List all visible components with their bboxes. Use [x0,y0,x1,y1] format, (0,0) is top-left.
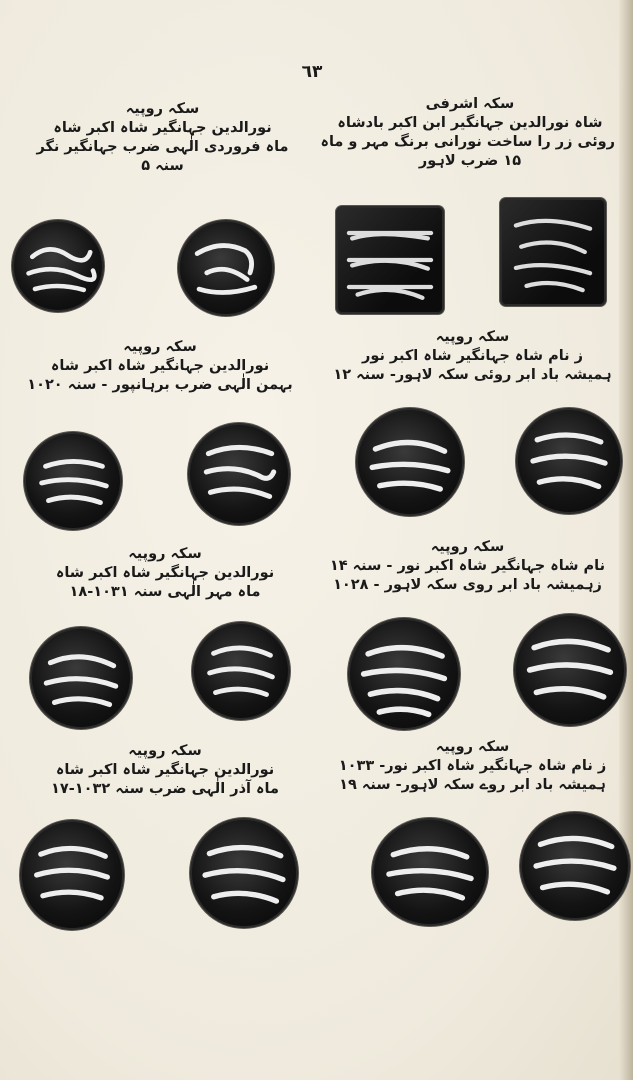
caption-line: روئی زر را ساخت نورانی برنگ مہر و ماہ [320,134,615,150]
coin-rupee-5-reverse [192,622,290,720]
coin-rupee-2-reverse [516,408,622,514]
caption-line: سنہ ۵ [141,158,184,174]
caption-line: ز نام شاہ جہانگیر شاہ اکبر نور- ۱۰۳۳ [338,758,607,774]
caption-line: نورالدین جہانگیر شاہ اکبر شاہ [50,358,270,374]
caption-rupee-6 [330,738,615,795]
caption-rupee-5 [20,545,310,602]
caption-line: ماہ فروردی الٰہی ضرب جہانگیر نگر [36,139,289,155]
caption-rupee-7 [20,742,310,799]
caption-rupee-1 [10,100,315,176]
coin-rupee-7-reverse [190,818,298,928]
coin-rupee-6-reverse [520,812,630,920]
caption-title: سکہ روپیہ [430,539,505,555]
caption-line: ہمیشہ باد ابر روے سکہ لاہور- سنہ ۱۹ [339,777,606,793]
caption-line: بہمن الٰہی ضرب برہانپور - سنہ ۱۰۲۰ [27,377,293,393]
caption-line: ہمیشہ باد ابر روئی سکہ لاہور- سنہ ۱۲ [333,367,612,383]
coin-ashrafi-obverse [336,206,444,314]
caption-line: ز نام شاہ جہانگیر شاہ اکبر نور [362,348,583,364]
coin-rupee-4-obverse [348,618,460,730]
caption-ashrafi [320,95,615,171]
caption-rupee-4 [320,538,615,595]
caption-line: زہمیشہ باد ابر روی سکہ لاہور - ۱۰۲۸ [333,577,602,593]
coin-rupee-7-obverse [20,820,124,930]
coin-rupee-3-reverse [188,423,290,525]
page-number: ٦٣ [301,62,323,82]
coin-rupee-2-obverse [356,408,464,516]
caption-line: نورالدین جہانگیر شاہ اکبر شاہ [53,120,272,136]
coin-ashrafi-reverse [500,198,606,306]
caption-title: سکہ روپیہ [128,546,202,562]
caption-line: ماہ مہر الٰہی سنہ ۱۰۳۱-۱۸ [69,584,261,600]
caption-rupee-2 [330,328,615,385]
caption-line: شاہ نورالدین جہانگیر ابن اکبر بادشاہ [337,115,603,131]
coin-rupee-6-obverse [372,818,488,926]
caption-title: سکہ روپیہ [435,329,510,345]
caption-rupee-3 [10,338,310,395]
caption-line: نورالدین جہانگیر شاہ اکبر شاہ [55,762,275,778]
coin-rupee-1-obverse [12,220,104,312]
coin-rupee-5-obverse [30,627,132,729]
coin-rupee-4-reverse [514,614,626,726]
caption-title: سکہ روپیہ [128,743,202,759]
coin-rupee-1-reverse [178,220,274,316]
caption-line: ماہ آذر الٰہی ضرب سنہ ۱۰۳۲-۱۷ [51,781,279,797]
caption-line: نورالدین جہانگیر شاہ اکبر شاہ [55,565,275,581]
coin-rupee-3-obverse [24,432,122,530]
caption-title: سکہ روپیہ [125,101,200,117]
caption-title: سکہ اشرفی [425,96,515,112]
caption-line: نام شاہ جہانگیر شاہ اکبر نور - سنہ ۱۴ [329,558,606,574]
caption-line: ۱۵ ضرب لاہور [418,153,522,169]
caption-title: سکہ روپیہ [123,339,197,355]
caption-title: سکہ روپیہ [435,739,510,755]
